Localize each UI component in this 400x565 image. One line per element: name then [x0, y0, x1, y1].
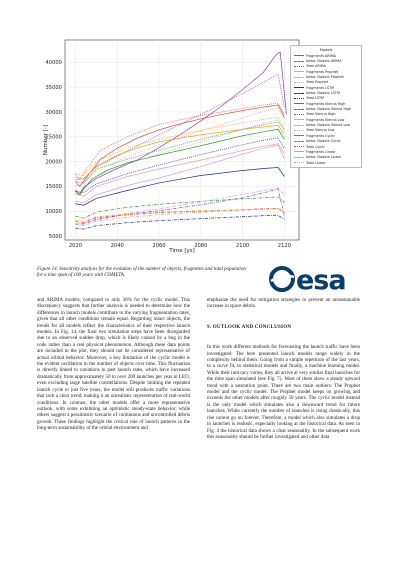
- legend-swatch: [294, 130, 304, 131]
- legend-label: Total Vienna Low: [306, 128, 335, 133]
- legend-label: Total LSTM: [306, 96, 325, 101]
- esa-logo: [268, 262, 348, 296]
- legend-label: Total Linear: [306, 160, 326, 165]
- legend-swatch: [294, 162, 304, 163]
- legend-swatch: [294, 87, 304, 88]
- y-tick-label: 35000: [45, 84, 62, 91]
- legend-label: Intact Objects Cyclic: [306, 139, 341, 144]
- right-paragraph-1: emphasize the need for mitigation strategies to prevent an unsustainable increase in space debris.: [207, 297, 360, 310]
- legend-swatch: [294, 77, 304, 78]
- legend-swatch: [294, 55, 304, 56]
- legend-label: Intact Objects Vienna Low: [306, 123, 351, 128]
- legend-swatch: [294, 93, 304, 94]
- legend-label: Intact Objects ARIMA: [306, 59, 342, 64]
- legend-swatch: [294, 119, 304, 120]
- legend-title: Models: [319, 48, 333, 52]
- y-tick-label: 30000: [45, 109, 62, 116]
- legend-swatch: [294, 141, 304, 142]
- legend-label: Intact Objects Prophet: [306, 75, 344, 80]
- x-tick-label: 2100: [235, 243, 250, 249]
- left-column: [37, 297, 190, 432]
- legend-label: Fragments ARIMA: [306, 53, 336, 58]
- legend-label: Fragments Linear: [306, 149, 336, 154]
- x-tick-label: 2060: [152, 243, 166, 249]
- legend-swatch: [294, 151, 304, 152]
- legend-label: Intact Objects Vienna High: [306, 107, 352, 112]
- legend-label: Total Vienna High: [306, 112, 336, 117]
- legend-swatch: [294, 98, 304, 99]
- esa-logo-text: esa: [296, 265, 346, 296]
- x-tick-label: 2040: [110, 243, 124, 249]
- legend-swatch: [294, 66, 304, 67]
- y-axis-label: Number [-]: [43, 124, 49, 156]
- right-column: [207, 297, 360, 440]
- y-tick-label: 15000: [45, 184, 62, 191]
- x-tick-label: 2080: [194, 243, 208, 249]
- legend-swatch: [294, 61, 304, 62]
- legend-swatch: [294, 157, 304, 158]
- left-paragraph-1: and ARIMA models, compared to only 30% for the cyclic model. This discrepancy suggests that further analysis is needed to determine how the differences in launch models contribute to the varying fragmentation rates, given that all other conditions remain equal. Regarding intact objects, the trends for all models reflect the characteristics of their respective launch models. In Fig. 14, the final two simulation steps have been disregarded due to an observed sudden drop, which is likely caused by a bug in the code rather than a real physical phenomenon. Although these data points are included in the plot, they should not be considered representative of actual orbital behavior. Moreover, a key limitation of the cyclic model is the evident oscillation in the number of objects over time. This fluctuation is directly linked to variations in past launch rates, which have increased dramatically from approximately 50 to over 200 launches per year in LEO, even excluding large satellite constellations. Despite limiting the repeated launch cycle to just five years, the model still produces traffic variations that lack a clear trend, making it an unrealistic representation of real-world conditions. In contrast, the other models offer a more representative outlook, with some exhibiting an optimistic steady-state behavior, while others suggest a pessimistic scenario of continuous and uncontrolled debris growth. These findings highlight the critical role of launch patterns in the long-term sustainability of the orbital environment and: [37, 297, 190, 432]
- legend-label: Fragments Vienna Low: [306, 117, 345, 122]
- legend-swatch: [294, 82, 304, 83]
- legend-label: Intact Objects Linear: [306, 155, 342, 160]
- y-tick-label: 10000: [45, 209, 62, 216]
- x-tick-label: 2120: [277, 243, 291, 249]
- legend-label: Total ARIMA: [306, 64, 326, 69]
- y-tick-label: 5000: [48, 233, 62, 240]
- legend-swatch: [294, 114, 304, 115]
- legend-swatch: [294, 146, 304, 147]
- legend-swatch: [294, 71, 304, 72]
- y-tick-label: 40000: [45, 60, 62, 67]
- chart-legend: [290, 45, 362, 168]
- legend-label: Intact Objects LSTM: [306, 91, 340, 96]
- legend-swatch: [294, 103, 304, 104]
- section-heading: 9. OUTLOOK AND CONCLUSION: [207, 323, 292, 330]
- legend-label: Fragments Prophet: [306, 69, 339, 74]
- legend-label: Fragments LSTM: [306, 85, 335, 90]
- legend-swatch: [294, 135, 304, 136]
- legend-label: Total Cyclic: [306, 144, 325, 149]
- legend-swatch: [294, 125, 304, 126]
- legend-label: Fragments Cyclic: [306, 133, 336, 138]
- figure-caption: Figure 14. Sensitivity analysis for the evolution of the number of objects, fragments and total population for a time span of 100 years with COMETA.: [37, 267, 246, 279]
- legend-entry: [294, 160, 358, 165]
- legend-label: Fragments Vienna High: [306, 101, 346, 106]
- x-tick-label: 2020: [68, 243, 83, 249]
- y-tick-label: 20000: [45, 159, 62, 166]
- y-tick-label: 25000: [45, 134, 62, 141]
- x-axis-label: Time [ys]: [169, 248, 195, 254]
- esa-logo-swoosh: [271, 276, 294, 281]
- legend-entries: [294, 53, 358, 165]
- legend-label: Total Prophet: [306, 80, 329, 85]
- right-paragraph-2: In this work different methods for forecasting the launch traffic have been investigated. The here presented launch models range widely in the complexity behind them. Going from a simple repetition of the last years, to a curve fit, to statistical models and finally, a machine learning model. While their intricacy varies, they all arrive at very similar final launches for the time span simulated (see Fig. 7). Most of them show a steady upward trend with a saturation point. There are two main outliers: The Prophet model and the cyclic model. The Prophet model keeps on growing and exceeds the other models after roughly 50 years. The cyclic model instead is the only model which simulates also a downward trend for future launches. While currently the number of launches is rising drastically, this rise cannot go on forever. Therefore, a model which also simulates a drop in launches is realistic, especially looking at the historical data. As seen in Fig. 4 the historical data shows a clear seasonality. In the subsequent work this seasonality should be further investigated and other data: [207, 344, 360, 440]
- legend-swatch: [294, 109, 304, 110]
